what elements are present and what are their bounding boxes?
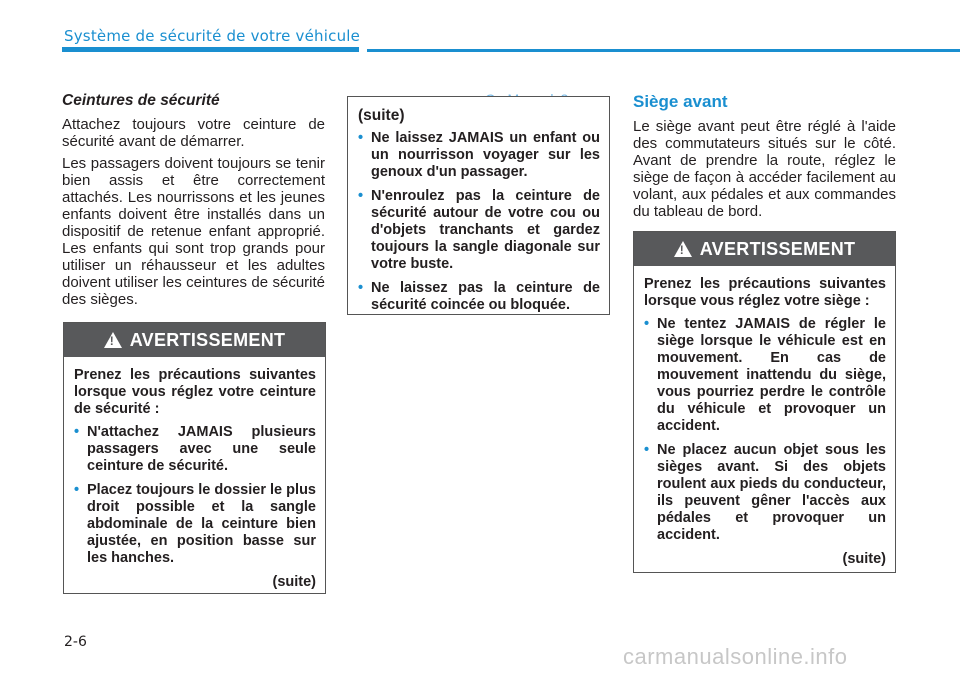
warning-list	[358, 130, 600, 314]
warning-triangle-icon	[674, 241, 692, 257]
warning-body	[348, 97, 609, 329]
warning-body	[634, 266, 895, 576]
section-title-seatbelts: Ceintures de sécurité	[62, 92, 220, 109]
list-item: • Ne placez aucun objet sous les sièges avant. Si des objets roulent aux pieds du conducteur, ils peuvent gêner l'accès aux pédales et provoquer un accident.	[644, 442, 886, 544]
list-item: • Placez toujours le dossier le plus droit possible et la sangle abdominale de la ceinture bien ajustée, en position basse sur les hanches.	[74, 482, 316, 567]
warning-header	[64, 323, 325, 357]
warning-heading: AVERTISSEMENT	[699, 238, 856, 259]
continued-label: (suite)	[272, 574, 316, 590]
front-seat-section	[633, 92, 896, 225]
warning-body	[64, 357, 325, 599]
list-item: • Ne laissez JAMAIS un enfant ou un nourrisson voyager sur les genoux d'un passager.	[358, 130, 600, 181]
list-item: • N'enroulez pas la ceinture de sécurité autour de votre cou ou d'objets tranchants et gardez toujours la sangle diagonale sur votre buste.	[358, 188, 600, 273]
header-rule-thin	[367, 49, 960, 52]
section-title-front-seat: Siège avant	[633, 92, 728, 111]
warning-header	[634, 232, 895, 266]
page-number: 2-6	[64, 634, 87, 650]
warning-box-seat	[633, 231, 896, 573]
warning-heading: AVERTISSEMENT	[129, 329, 286, 350]
chapter-title: Système de sécurité de votre véhicule	[64, 27, 361, 45]
warning-box-seatbelt	[63, 322, 326, 594]
warning-list	[74, 424, 316, 567]
list-item: • N'attachez JAMAIS plusieurs passagers avec une seule ceinture de sécurité.	[74, 424, 316, 475]
list-item: • Ne laissez pas la ceinture de sécurité coincée ou bloquée.	[358, 280, 600, 314]
warning-intro: Prenez les précautions suivantes lorsque vous réglez votre ceinture de sécurité :	[74, 367, 316, 417]
continued-title: (suite)	[358, 107, 405, 124]
warning-intro: Prenez les précautions suivantes lorsque vous réglez votre siège :	[644, 276, 886, 309]
list-item: • Ne tentez JAMAIS de régler le siège lorsque le véhicule est en mouvement. En cas de mouvement inattendu du siège, vous pourriez perdre le contrôle du véhicule et provoquer un accident.	[644, 316, 886, 435]
warning-list	[644, 316, 886, 544]
paragraph: Les passagers doivent toujours se tenir bien assis et être correctement attachés. Les nourrissons et les jeunes enfants doivent être installés dans un dispositif de retenue enfant approprié. Les enfants qui sont trop grands pour utiliser un réhausseur et les adultes doivent utiliser les ceintures de sécurité des sièges.	[62, 155, 325, 308]
warning-box-continued	[347, 96, 610, 315]
seatbelt-section	[62, 92, 325, 313]
paragraph: Le siège avant peut être réglé à l'aide des commutateurs situés sur le côté. Avant de prendre la route, réglez le siège de façon à accéder facilement au volant, aux pédales et aux commandes du tableau de bord.	[633, 118, 896, 220]
footer-watermark-link[interactable]: carmanualsonline.info	[623, 644, 848, 669]
continued-label: (suite)	[842, 551, 886, 567]
header-rule-thick	[62, 47, 359, 52]
warning-triangle-icon	[104, 332, 122, 348]
paragraph: Attachez toujours votre ceinture de sécurité avant de démarrer.	[62, 116, 325, 150]
